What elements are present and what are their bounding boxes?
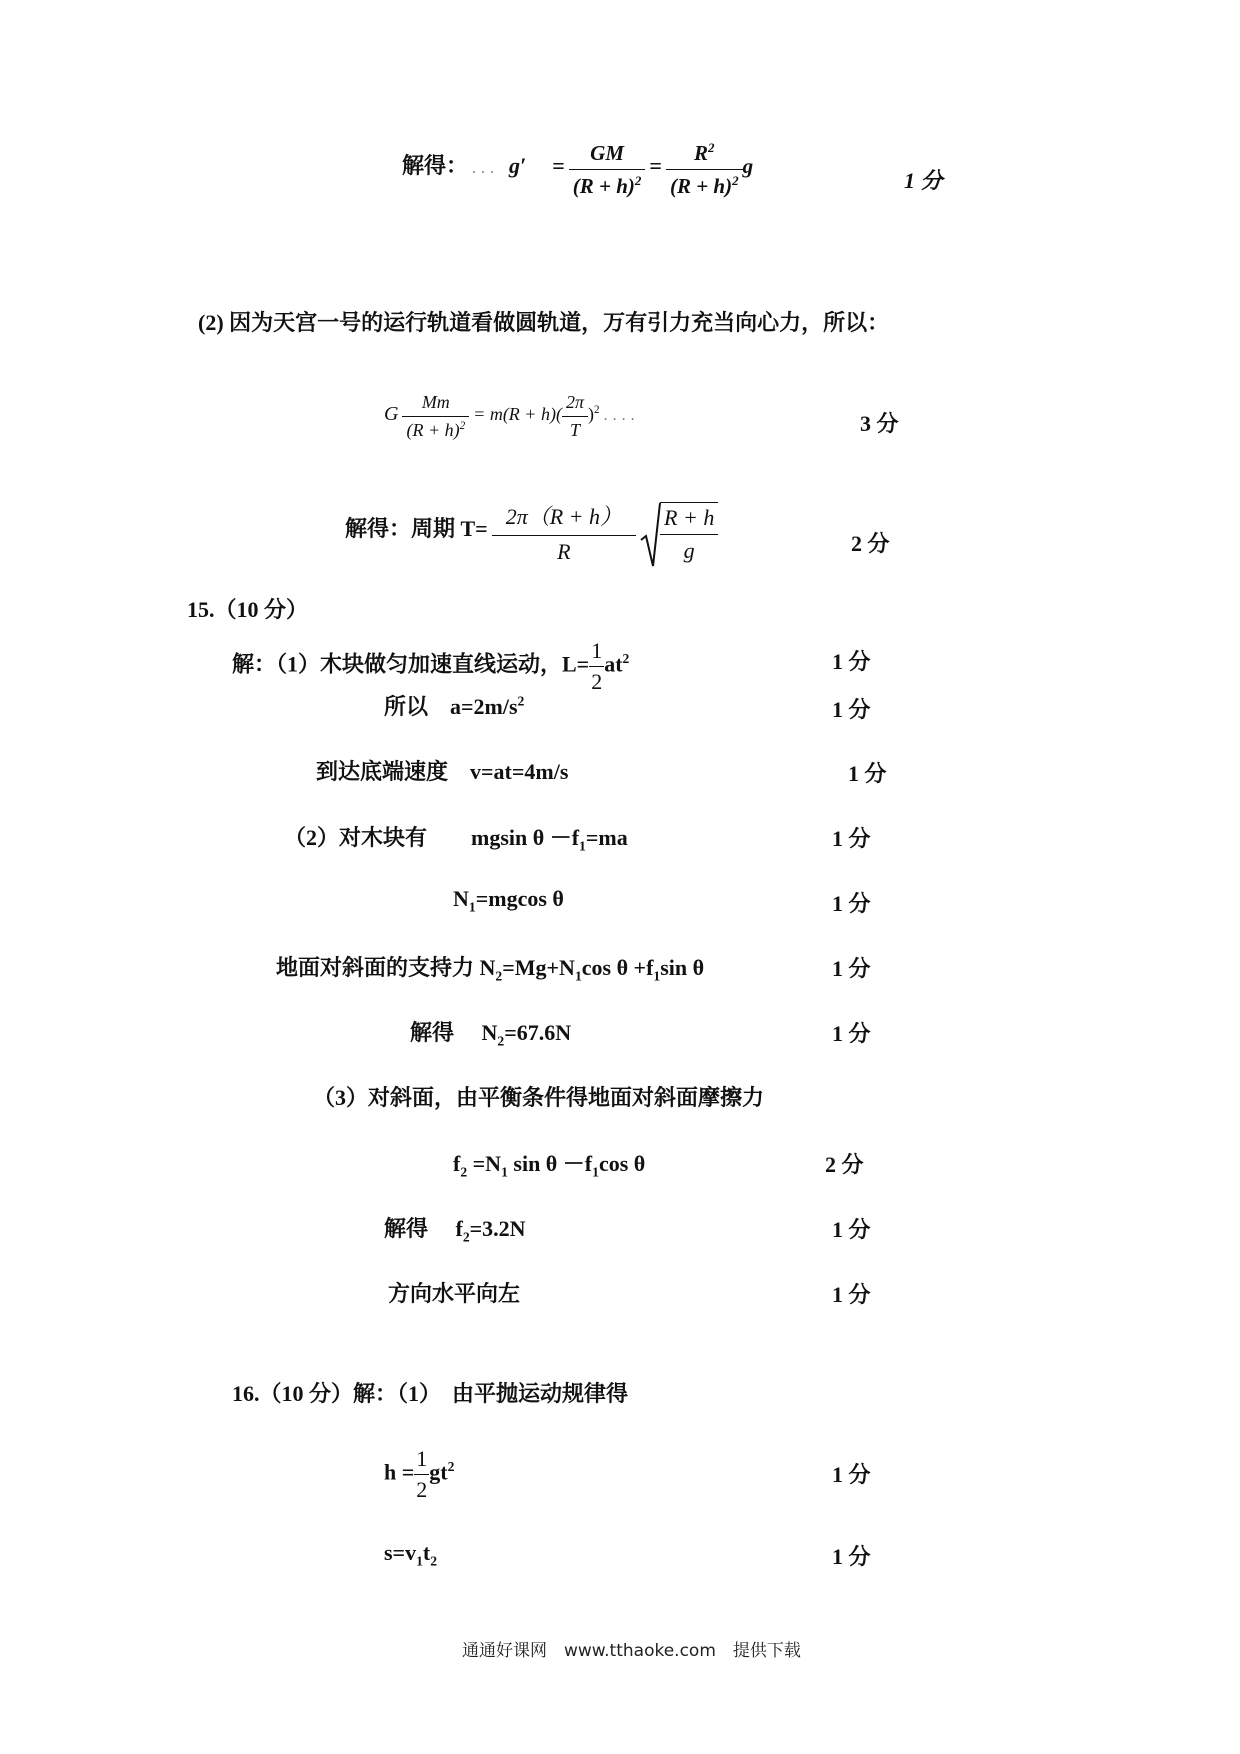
q15-line-11: 方向水平向左 [388, 1281, 521, 1306]
score-q16-s: 1 分 [832, 1544, 871, 1569]
fraction-half: $\frac{1}{2}$ [591, 638, 603, 694]
score-period: 2 分 [851, 531, 890, 556]
footer-credit: 通通好课网 www.tthaoke.com 提供下载 [462, 1641, 801, 1661]
score-q15-4: 1 分 [832, 826, 871, 851]
q15-line-8: （3）对斜面，由平衡条件得地面对斜面摩擦力 [313, 1085, 765, 1110]
q15-line-7: 解得 $N_2=67.6N$ [410, 1020, 572, 1049]
q16-line-h: h = $\frac{1}{2}$ $gt^2$ [384, 1446, 455, 1502]
equation-period: 解得：周期 T= $\frac{2\pi(R + h)}{R}$ $\frac{R + h}{g}$ [345, 500, 718, 565]
g-prime-symbol: g′ [509, 153, 527, 179]
score-eq1: 1 分 [904, 168, 943, 193]
q15-heading: 15.（10 分） [187, 597, 309, 622]
fraction-mm: $\frac{Mm}{(R + h)^2}$ [402, 392, 469, 441]
score-q15-11: 1 分 [832, 1282, 871, 1307]
score-q15-6: 1 分 [832, 956, 871, 981]
score-q15-10: 1 分 [832, 1217, 871, 1242]
score-part2-eq: 3 分 [860, 411, 899, 436]
score-q15-9: 2 分 [825, 1152, 864, 1177]
q15-line-10: 解得 $f_2=3.2N$ [384, 1216, 526, 1245]
score-q15-5: 1 分 [832, 891, 871, 916]
fraction-radicand: $\frac{R + h}{g}$ [660, 505, 718, 564]
equation-gravity-centripetal: G $\frac{Mm}{(R + h)^2}$ = m(R + h)( $\frac{2\pi}{T}$ )$^2$ .... [384, 392, 640, 440]
q15-line-4: （2）对木块有 mgsin $\theta -f_1=ma$ [284, 825, 628, 854]
score-q16-h: 1 分 [832, 1462, 871, 1487]
fraction-gm: $\frac{GM}{(R + h)^2}$ [569, 141, 646, 199]
fraction-half-h: $\frac{1}{2}$ [416, 1446, 428, 1502]
q16-heading: 16.（10 分）解：（1） 由平抛运动规律得 [232, 1381, 629, 1406]
score-q15-1: 1 分 [832, 649, 871, 674]
fraction-r-squared: $\frac{R^2}{(R + h)^2}$ [666, 140, 743, 199]
equation-g-prime: 解得： ... g′ = $\frac{GM}{(R + h)^2}$ = $\frac{R^2}{(R + h)^2}$ g [402, 140, 754, 198]
q15-line-1: 解：（1）木块做匀加速直线运动，L= $\frac{1}{2}$ $at^2$ [232, 638, 630, 694]
solve-label: 解得： [402, 153, 469, 179]
part2-heading: (2) 因为天宫一号的运行轨道看做圆轨道，万有引力充当向心力，所以： [198, 310, 890, 335]
q15-line-9: $f_2 =N_1$ $\sin \theta -f_1\cos$ θ [453, 1151, 646, 1180]
square-root [640, 502, 718, 564]
q15-line-5: $N_1=mgcos$ θ [453, 886, 564, 915]
radical-sign-icon [640, 502, 662, 568]
score-q15-3: 1 分 [848, 761, 887, 786]
score-q15-2: 1 分 [832, 697, 871, 722]
q15-line-6: 地面对斜面的支持力 $N_2=Mg+N_1\cos$ $\theta +f_1\sin$ θ [276, 955, 705, 984]
q15-line-3: 到达底端速度 v=at=4m/s [316, 759, 569, 784]
score-q15-7: 1 分 [832, 1021, 871, 1046]
q16-line-s: $s=v_1t_2$ [384, 1540, 438, 1569]
fraction-2pi-t: $\frac{2\pi}{T}$ [562, 392, 588, 441]
fraction-period: $\frac{2\pi(R + h)}{R}$ [492, 500, 636, 565]
q15-line-2: 所以 $a=2m/s^2$ [384, 693, 525, 719]
